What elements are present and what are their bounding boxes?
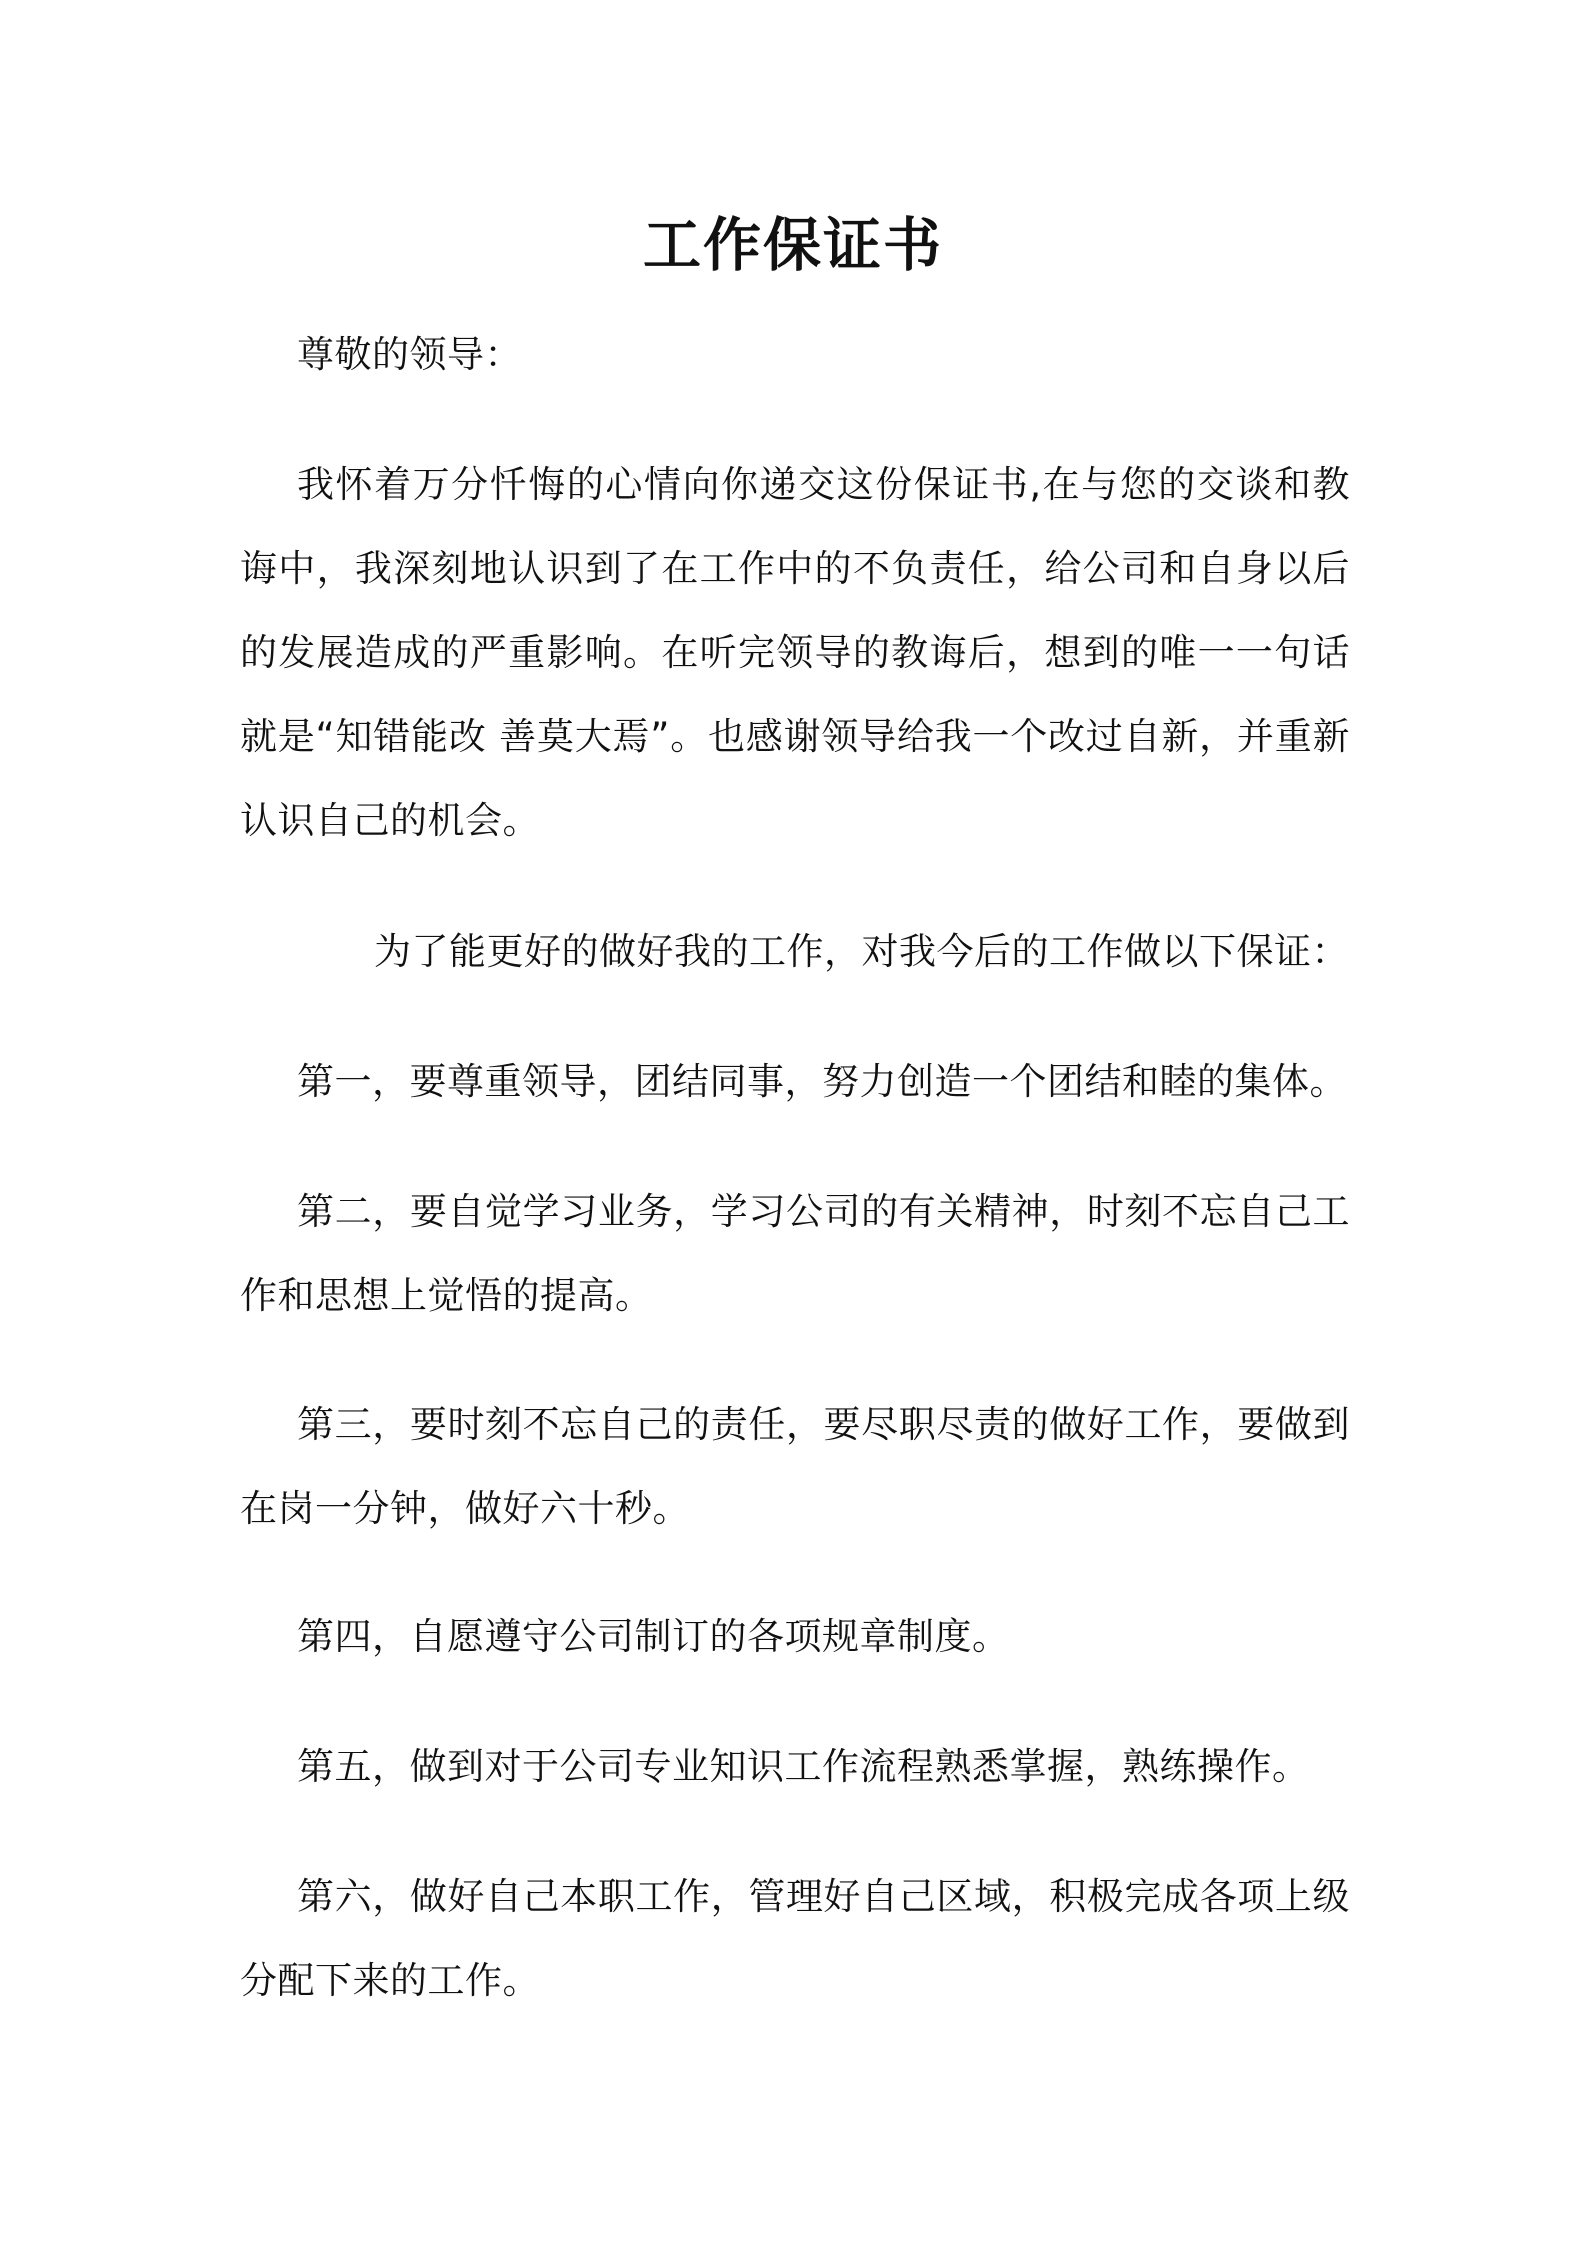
paragraph-item-6: 第六，做好自己本职工作，管理好自己区域，积极完成各项上级分配下来的工作。 [240, 1875, 1350, 2002]
salutation: 尊敬的领导： [297, 333, 522, 376]
paragraph-item-1: 第一，要尊重领导，团结同事，努力创造一个团结和睦的集体。 [297, 1060, 1347, 1103]
paragraph-item-5: 第五，做到对于公司专业知识工作流程熟悉掌握，熟练操作。 [297, 1745, 1310, 1788]
paragraph-item-3: 第三，要时刻不忘自己的责任，要尽职尽责的做好工作，要做到在岗一分钟，做好六十秒。 [240, 1403, 1350, 1530]
paragraph-item-2: 第二，要自觉学习业务，学习公司的有关精神，时刻不忘自己工作和思想上觉悟的提高。 [240, 1190, 1350, 1317]
paragraph-guarantee-lead: 为了能更好的做好我的工作，对我今后的工作做以下保证： [374, 930, 1349, 973]
document-title: 工作保证书 [642, 211, 943, 279]
paragraph-intro: 我怀着万分忏悔的心情向你递交这份保证书,在与您的交谈和教诲中，我深刻地认识到了在工作中的不负责任，给公司和自身以后的发展造成的严重影响。在听完领导的教诲后，想到的唯一一句话就是“知错能改 善莫大焉”。也感谢领导给我一个改过自新，并重新认识自己的机会。 [240, 463, 1350, 842]
paragraph-item-4: 第四，自愿遵守公司制订的各项规章制度。 [297, 1615, 1010, 1658]
